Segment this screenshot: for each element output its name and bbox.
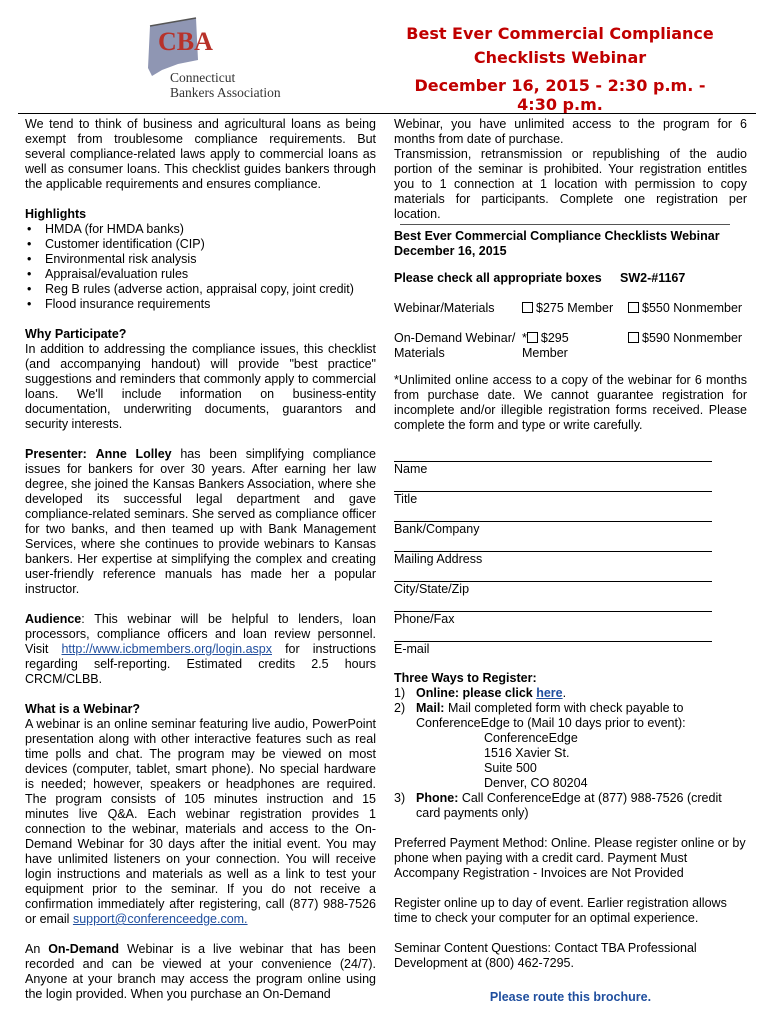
highlight-item: • Reg B rules (adverse action, appraisal copy, joint credit)	[45, 282, 376, 297]
way-mail-label: Mail:	[416, 701, 445, 715]
way-phone	[394, 791, 747, 821]
highlight-item: • Flood insurance requirements	[45, 297, 376, 312]
checkbox[interactable]	[628, 332, 639, 343]
right-column	[394, 117, 747, 971]
registration-fields	[394, 447, 747, 657]
highlights-list	[25, 222, 376, 312]
address-line: 1516 Xavier St.	[484, 746, 570, 760]
highlight-item: • HMDA (for HMDA banks)	[45, 222, 376, 237]
unlimited-text: *Unlimited online access to a copy of the webinar for 6 months from purchase date. We cannot guarantee registration for incomplete and/or illegible registration forms received. Please complete the form and type or write carefully.	[394, 373, 747, 432]
way-phone-text: Call ConferenceEdge at (877) 988-7526 (credit card payments only)	[416, 791, 722, 820]
presenter-name: Anne Lolley	[95, 447, 172, 461]
ondemand-paragraph	[25, 942, 376, 1002]
way-phone-label: Phone:	[416, 791, 459, 805]
webinar-heading: What is a Webinar?	[25, 702, 141, 716]
check-instruction: Please check all appropriate boxes	[394, 271, 602, 285]
way-online: 1) Online: please click here.	[394, 686, 567, 700]
form-date: December 16, 2015	[394, 244, 507, 258]
route-brochure-note: Please route this brochure.	[489, 990, 652, 1004]
way-online-label: Online: please click	[416, 686, 537, 700]
address-field-label: Mailing Address	[394, 552, 483, 566]
pricing-row-ondemand	[394, 331, 747, 367]
city-field-line[interactable]	[394, 567, 712, 582]
checkbox[interactable]	[522, 302, 533, 313]
row1-member-option[interactable]	[522, 301, 613, 316]
audience-credits: for instructions regarding self-reporting. Estimated credits 2.5 hours CRCM/CLBB.	[25, 642, 376, 686]
content-questions-text: Seminar Content Questions: Contact TBA Professional Development at (800) 462-7295.	[394, 941, 697, 970]
way-mail	[394, 701, 747, 791]
check-row	[394, 271, 747, 293]
highlight-item: • Customer identification (CIP)	[45, 237, 376, 252]
presenter-bio: has been simplifying compliance issues for bankers for over 30 years. After earning her law degree, she joined the Kansas Bankers Association, where she developed its successful legal department and gave compliance-related seminars. She served as compliance officer for two banks, and then teamed up with Bank Management Services, where she continues to provide webinars to Kansas bankers. Her expertise at simplifying the complex and creating user-friendly reference manuals has made her a popular instructor.	[25, 447, 376, 596]
support-email-link[interactable]: support@conferenceedge.com.	[72, 912, 248, 926]
left-column	[25, 117, 376, 1002]
address-line: Suite 500	[484, 761, 537, 775]
transmission-text: Transmission, retransmission or republishing of the audio portion of the seminar is prohibited. Your registration entitles you to 1 connection at 1 location with permission to copy materials for participants. Complete one registration per location.	[394, 147, 747, 221]
way-number: 3)	[394, 791, 406, 805]
ondemand-bold: On-Demand	[48, 942, 120, 956]
preferred-payment-text: Preferred Payment Method: Online. Please register online or by phone when paying with a credit card. Payment Must Accompany Registration - Invoices are Not Provided	[394, 836, 746, 880]
way-mail-text: Mail completed form with check payable to ConferenceEdge to (Mail 10 days prior to event):	[416, 701, 686, 730]
register-here-link[interactable]: here	[536, 686, 563, 700]
name-field-label: Name	[394, 462, 428, 476]
form-divider	[400, 224, 730, 225]
row2-member-option[interactable]	[522, 331, 569, 361]
title-line-2: Checklists Webinar	[473, 48, 647, 67]
register-deadline-text: Register online up to day of event. Earlier registration allows time to check your computer for an optimal experience.	[394, 896, 727, 925]
bank-field-label: Bank/Company	[394, 522, 480, 536]
org-name-line-1: Connecticut	[170, 70, 236, 85]
checkbox[interactable]	[527, 332, 538, 343]
intro-text: We tend to think of business and agricultural loans as being exempt from troublesome compliance requirements. But several compliance-related laws apply to commercial loans as well as consumer loans. This checklist guides bankers through the applicable requirements and ensures compliance.	[25, 117, 376, 191]
form-title: Best Ever Commercial Compliance Checklists Webinar	[394, 229, 720, 243]
row2-member-price: $295	[540, 331, 569, 345]
ways-list	[394, 686, 747, 821]
ondemand-pre: An	[25, 942, 49, 956]
title-line-1: Best Ever Commercial Compliance	[406, 24, 714, 43]
ways-heading: Three Ways to Register:	[394, 671, 537, 685]
bank-field-line[interactable]	[394, 507, 712, 522]
phone-field-line[interactable]	[394, 597, 712, 612]
row2-nonmember-option[interactable]	[628, 331, 742, 346]
why-text: In addition to addressing the compliance issues, this checklist (and accompanying handout) will provide "best practice" suggestions and reminders that commonly apply to commercial loans. We'll include information on business-entity documentation, underwriting documents, guarantors and security interests.	[25, 342, 376, 431]
presenter-paragraph	[25, 447, 376, 597]
icb-members-link[interactable]: http://www.icbmembers.org/login.aspx	[61, 642, 272, 656]
name-field-line[interactable]	[394, 447, 712, 462]
audience-text: : This webinar will be helpful to lenders, loan processors, compliance officers and loan review personnel. Visit	[25, 612, 376, 656]
way-number: 1)	[394, 686, 406, 700]
phone-field-label: Phone/Fax	[394, 612, 455, 626]
highlight-item: • Environmental risk analysis	[45, 252, 376, 267]
continued-text: Webinar, you have unlimited access to the program for 6 months from date of purchase.	[394, 117, 747, 146]
row2-label	[394, 331, 515, 361]
header-divider	[18, 113, 756, 114]
ondemand-text: Webinar is a live webinar that has been recorded and can be viewed at your convenience (24/7). Anyone at your branch may access the program online using the login provided. When you purchase an On-Demand	[25, 942, 376, 1001]
email-field-line[interactable]	[394, 627, 712, 642]
row1-member-label: $275 Member	[536, 301, 614, 315]
row2-star: *	[522, 331, 527, 345]
mailing-address	[416, 731, 747, 791]
logo-org-name	[170, 70, 281, 100]
row1-nonmember-option[interactable]	[628, 301, 742, 316]
address-line: Denver, CO 80204	[484, 776, 588, 790]
row2-label-line-2: Materials	[394, 346, 445, 360]
checkbox[interactable]	[628, 302, 639, 313]
pricing-row-webinar	[394, 301, 747, 331]
row1-nonmember-label: $550 Nonmember	[642, 301, 743, 315]
presenter-label: Presenter:	[25, 447, 87, 461]
webinar-text: A webinar is an online seminar featuring live audio, PowerPoint presentation along with other interactive features such as real time polls and chat. The program may be viewed on most devices (computer, tablet, smart phone). No special hardware is needed; however, speakers or headphones are required. The program consists of 105 minutes instruction and 15 minutes live Q&A. Each webinar registration provides 1 connection to the webinar, materials and access to the On-Demand Webinar for 30 days after the initial event. You may have unlimited listeners on your connection. You will receive login instructions and materials as well as a link to test your equipment prior to the seminar. If you do not receive a confirmation immediately after registering, call (877) 988-7526 or email	[25, 717, 376, 926]
row2-member-label: Member	[522, 346, 568, 360]
why-heading: Why Participate?	[25, 327, 127, 341]
email-field-label: E-mail	[394, 642, 430, 656]
event-code: SW2-#1167	[620, 271, 686, 285]
logo-letters: CBA	[158, 27, 213, 56]
row2-label-line-1: On-Demand Webinar/	[394, 331, 516, 345]
address-field-line[interactable]	[394, 537, 712, 552]
highlight-item: • Appraisal/evaluation rules	[45, 267, 376, 282]
audience-paragraph	[25, 612, 376, 687]
row1-label: Webinar/Materials	[394, 301, 495, 315]
highlights-heading: Highlights	[25, 207, 87, 221]
row2-nonmember-label: $590 Nonmember	[642, 331, 743, 345]
audience-label: Audience	[25, 612, 82, 626]
address-line: ConferenceEdge	[484, 731, 578, 745]
org-name-line-2: Bankers Association	[170, 85, 281, 100]
title-field-line[interactable]	[394, 477, 712, 492]
way-number: 2)	[394, 701, 406, 715]
title-field-label: Title	[394, 492, 418, 506]
webinar-paragraph	[25, 717, 376, 927]
event-date: December 16, 2015 - 2:30 p.m. - 4:30 p.m.	[414, 76, 706, 114]
city-field-label: City/State/Zip	[394, 582, 470, 596]
